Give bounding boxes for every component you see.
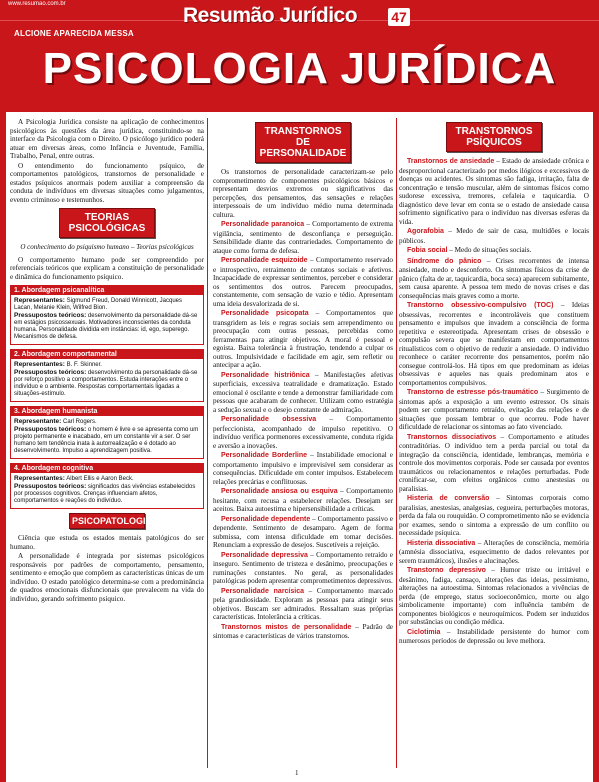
list-item xyxy=(213,451,393,486)
list-item xyxy=(399,433,589,494)
box-title: 4. Abordagem cognitiva xyxy=(11,464,203,473)
list-item xyxy=(213,309,393,370)
page-number: 1 xyxy=(295,769,299,777)
site-url[interactable]: www.resumao.com.br xyxy=(8,1,66,7)
definition: – Sintomas corporais como paralisias, anestesias, analgesias, cegueira, perturbações motoras, perda da fala ou rouquidão. O comprometimento não se evidencia por exames, sendo o sintoma a expressão de um conflito ou necessidade psíquica. xyxy=(399,494,590,537)
term: Personalidade dependente xyxy=(221,515,311,523)
term: Histeria dissociativa xyxy=(407,539,476,547)
list-item xyxy=(213,623,393,641)
term: Agorafobia xyxy=(407,228,444,235)
term: Personalidade histriônica xyxy=(221,371,310,379)
list-item xyxy=(213,515,393,550)
definition: – Comportamento marcado pela grandiosidade. Exploram as pessoas para atingir seus objetivos. Buscam ser admirados. Ressaltam suas próprias características. Intolerância a críticas. xyxy=(213,586,393,621)
term: Transtorno de estresse pós-traumático xyxy=(407,389,539,396)
definition: – Surgimento de sintomas após a exposição a um evento estressor. Os sinais podem ser comportamento retraído, evitação das relações e de situações que possam lembrar o que ocorreu. Pode haver dificuldade de relacionar os sintomas ao fato vivenciado. xyxy=(399,388,589,431)
list-item xyxy=(213,371,393,415)
definition: – Crises recorrentes de intensa ansiedade, medo e desconforto. Os sintomas físicos da crise de pânico (falta de ar, taquicardia, boca seca) aparecem subitamente, sem causa aparente. A pessoa tem medo de novas crises e das consequências mais graves como a morte. xyxy=(399,256,589,300)
intro-paragraph: O entendimento do funcionamento psíquico, de comportamentos patológicos, transtornos de personalidade e estados psíquicos anormais podem auxiliar a compreensão da conduta de indivíduos em diversas situações como julgamentos, evento criminoso e testemunhos. xyxy=(10,161,204,204)
label: Representantes: xyxy=(14,361,65,368)
value: desenvolvimento da personalidade dá-se em estágios psicossexuais. Motivadores inconscientes da conduta humana. Personalidade dividida em instâncias: id, ego, superego. Mecanismos de defesa. xyxy=(14,313,198,340)
definition: – Comportamentos que transgridem as leis e regras sociais sem arrependimento ou preocupação com outras pessoas, percebidas como ferramentas para atingir objetivos. A moral é pessoal e egoísta. Baixa tolerância à frustração, tendendo a culpar os outros. Impulsividade e facilidade em agir, sem refletir ou antecipar a ação. xyxy=(213,309,394,369)
definition: – Ideias obsessivas, recorrentes e incontroláveis que constituem pensamento e impulsos que invadem a consciência de forma repetitiva e estereotipada. Apresentam crises de obsessão e compulsão severa que se manifestam em comportamentos ritualísticos com o objetivo de reduzir a ansiedade. O indivíduo reconhece o caráter recorrente dos pensamentos, porém não consegue controlá-los. Há tipos em que predominam as ideias obsessivas e aqueles nas quais predominam atos e comportamentos compulsivos. xyxy=(399,301,589,387)
list-item xyxy=(213,551,393,586)
list-item xyxy=(399,301,589,387)
box-title: 2. Abordagem comportamental xyxy=(11,350,203,359)
left-border xyxy=(0,112,6,782)
definition: – Comportamento retraído e inseguro. Sentimento de tristeza e desânimo, preocupações e ruminações constantes. No geral, as personalidades patológicas podem apresentar comprometimentos depressivos. xyxy=(213,550,393,585)
label: Representantes: xyxy=(14,475,65,482)
term: Transtorno depressivo xyxy=(407,567,486,574)
section-paragraph: A personalidade é integrada por sistemas psicológicos responsáveis por padrões de comportamento, pensamento, sentimento e emoção que compõem as características únicas de um indivíduo. O estado patológico determina-se com a predominância de quadros emocionais disfuncionais que prevalecem na vida do indivíduo, gerando sofrimento psíquico. xyxy=(10,552,204,603)
box-title: 3. Abordagem humanista xyxy=(11,407,203,416)
definition: – Alterações de consciência, memória (amnésia dissociativa, esquecimento de dados relevantes por serem traumáticos), ilusões e alucinações. xyxy=(399,538,590,565)
label: Pressupostos teóricos: xyxy=(14,312,87,319)
value: desenvolvimento da personalidade dá-se por reforço positivo a comportamentos. Estuda interações entre o indivíduo e o ambiente. Respostas comportamentais ligadas a situações-estímulo. xyxy=(14,370,198,397)
definition: – Padrão de sintomas e características de vários transtornos. xyxy=(213,622,393,640)
section-subtitle: O conhecimento do psiquismo humano – Teorias psicológicas xyxy=(20,243,194,251)
column-divider xyxy=(207,118,208,768)
section-header-psicopatologia: PSICOPATOLOGIA xyxy=(69,513,145,529)
term: Personalidade paranoica xyxy=(221,221,305,228)
list-item xyxy=(213,487,393,514)
list-item xyxy=(213,256,393,308)
box-title: 1. Abordagem psicanalítica xyxy=(11,286,203,295)
list-item xyxy=(213,587,393,622)
definition: – Instabilidade emocional e comportamento impulsivo e imprevisível sem considerar as consequências. Dificuldade em conter impulsos. Estabelecem relações precárias e conflituosas. xyxy=(213,451,393,486)
value: o homem é livre e se apresenta como um projeto permanente e inacabado, em um constante vir a ser. O ser humano tem tendência inata à autorrealização e é dotado ao desenvolvimento. Impulso a aprendizagem positiva. xyxy=(14,427,199,454)
term: Personalidade narcísica xyxy=(221,587,304,595)
definition: – Manifestações afetivas superficiais, excessiva teatralidade e dramatização. Estado emocional é oscilante e tende a demonstrar familiaridade com pessoas que acabaram de conhecer. Utilizam como estratégia a sedução sexual e o desejo constante de admiração. xyxy=(213,370,394,414)
term: Transtornos de ansiedade xyxy=(407,158,495,165)
definition: – Medo de sair de casa, multidões e locais públicos. xyxy=(399,227,590,245)
list-item xyxy=(399,157,589,226)
term: Histeria de conversão xyxy=(407,495,490,502)
list-item xyxy=(213,415,393,450)
column-middle xyxy=(213,118,393,642)
label: Representantes: xyxy=(14,297,65,304)
definition: – Comportamento reservado e introspectivo, retraimento de contatos sociais e afetivos. Incapacidade de expressar sentimentos, perceber e considerar os sentimentos dos outros. Parecem preocupados, constantemente, com sensação de vazio e tédio. Apresentam uma ideia desvalorizada de si. xyxy=(213,256,394,308)
approach-box-cognitive xyxy=(10,463,204,509)
list-item xyxy=(399,494,589,538)
section-header-transtornos-psiquicos: TRANSTORNOS PSÍQUICOS xyxy=(446,122,542,152)
column-left xyxy=(10,118,204,604)
list-item xyxy=(399,388,589,432)
definition: – Comportamento passivo e dependente. Sentimento de desamparo. Agem de forma submissa, com intensa dificuldade em tomar decisões. Renunciam a expressão de desejos. Suscetíveis a rejeição. xyxy=(213,514,393,549)
section-paragraph: Os transtornos de personalidade caracterizam-se pelo comprometimento de componentes psicológicos básicos e representam desvios extremos ou significativos das percepções, dos pensamentos, das sensações e relações interpessoais de um indivíduo médio numa determinada cultura. xyxy=(213,168,393,219)
term: Transtornos dissociativos xyxy=(407,433,497,441)
author-name: ALCIONE APARECIDA MESSA xyxy=(14,29,134,38)
definition: – Comportamento hesitante, com recusa a estabelecer relações. Desejam ser aceitos. Baixa autoestima e hipersensibilidade a críticas. xyxy=(213,487,393,513)
right-border xyxy=(593,112,599,782)
term: Fobia social xyxy=(407,247,448,254)
value: B. F. Skinner. xyxy=(66,362,102,368)
term: Personalidade depressiva xyxy=(221,551,308,559)
term: Personalidade psicopata xyxy=(221,310,309,317)
approach-box-psychoanalytic xyxy=(10,285,204,345)
list-item xyxy=(399,257,589,301)
list-item xyxy=(399,628,589,646)
label: Representante: xyxy=(14,418,62,425)
column-divider xyxy=(396,118,397,768)
list-item xyxy=(399,566,589,627)
section-paragraph: Ciência que estuda os estados mentais patológicos do ser humano. xyxy=(10,534,204,551)
definition: – Instabilidade persistente do humor com numerosos períodos de depressão ou leve melhora. xyxy=(399,627,589,645)
list-item xyxy=(399,227,589,245)
intro-paragraph: A Psicologia Jurídica consiste na aplicação de conhecimentos psicológicos às questões da área jurídica, constituindo-se na interface da Psicologia com o Direito. O psicólogo jurídico poderá atuar em diversas áreas, como Infância e Juventude, Família, Trabalho, Penal, entre outras. xyxy=(10,118,204,160)
definition: – Comportamento e atitudes contraditórias. O indivíduo tem a perda parcial ou total da integração da consciência, identidade, lembranças, memória e controle dos movimentos corporais. Pode ser causada por eventos traumáticos ou relacionamentos e relações perturbadas. Pode cronificar-se, com efeitos orgânicos como anestesias ou paralisias. xyxy=(399,432,590,493)
section-paragraph: O comportamento humano pode ser compreendido por referenciais teóricos que explicam a constituição de personalidade e dinâmica do funcionamento psíquico. xyxy=(10,255,204,281)
list-item xyxy=(399,539,589,566)
value: Sigmund Freud, Donald Winnicott, Jacques Lacan, Melanie Klein, Wilfred Bion. xyxy=(14,298,183,311)
approach-box-humanist xyxy=(10,406,204,459)
definition: – Comportamento perfeccionista, acompanhado de impulso repetitivo. O indivíduo verifica pormenores excessivamente, conduta rígida e aversão a inovações. xyxy=(213,415,394,450)
label: Pressupostos teóricos: xyxy=(14,369,87,376)
term: Personalidade esquizoide xyxy=(221,257,308,264)
brand-logo: Resumão Jurídico xyxy=(183,4,358,27)
value: Albert Ellis e Aaron Beck. xyxy=(66,476,134,482)
definition: – Medo de situações sociais. xyxy=(449,246,532,254)
value: Carl Rogers. xyxy=(63,419,97,425)
approach-box-behavioral xyxy=(10,349,204,402)
term: Personalidade ansiosa ou esquiva xyxy=(221,488,338,495)
definition: – Estado de ansiedade crônica e desproporcional caracterizado por medos ilógicos e excessivos de doenças ou acidentes. Os sintomas são fadiga, irritação, falta de concentração e tensão muscular, além de sintomas físicos como sudorese excessiva, tremores, cefaleia e taquicardia. O diagnóstico deve levar em conta se o estado de ansiedade causa sofrimento significativo para o indivíduo nas diversas esferas da vida. xyxy=(399,157,590,226)
term: Personalidade Borderline xyxy=(221,452,308,459)
column-right xyxy=(399,118,589,647)
value: significados das vivências estabelecidos por processos cognitivos. Crenças influenciam afetos, comportamentos e reações do indivíduo. xyxy=(14,484,196,504)
label: Pressupostos teóricos: xyxy=(14,426,87,433)
issue-number-badge: 47 xyxy=(388,8,410,26)
section-header-transtornos-personalidade: TRANSTORNOS DE PERSONALIDADE xyxy=(255,122,351,163)
list-item xyxy=(399,246,589,256)
definition: – Comportamento de extrema vigilância, sentimento de desconfiança e perseguição. Sensibilidade diante das contrariedades. Comportamento de ataque como forma de defesa. xyxy=(213,220,393,255)
term: Ciclotimia xyxy=(407,628,441,636)
term: Transtornos mistos de personalidade xyxy=(221,623,352,631)
term: Síndrome do pânico xyxy=(407,257,482,265)
page-title: PSICOLOGIA JURÍDICA xyxy=(42,44,557,93)
term: Personalidade obsessiva xyxy=(221,416,317,423)
list-item xyxy=(213,220,393,255)
term: Transtorno obsessivo-compulsivo (TOC) xyxy=(407,302,554,309)
section-header-teorias: TEORIAS PSICOLÓGICAS xyxy=(59,208,155,238)
label: Pressupostos teóricos: xyxy=(14,483,87,490)
definition: – Humor triste ou irritável e desânimo, fadiga, cansaço, alterações das ideias, pessimismo, alterações na autoestima. Sintomas relacionados a vivências de perda (de emprego, status socioeconômico, morte ou algo simbolicamente importante) com influência também de componentes biológicos e neuroquímicos. Podem ser induzidos por substâncias ou condição médica. xyxy=(399,566,589,626)
